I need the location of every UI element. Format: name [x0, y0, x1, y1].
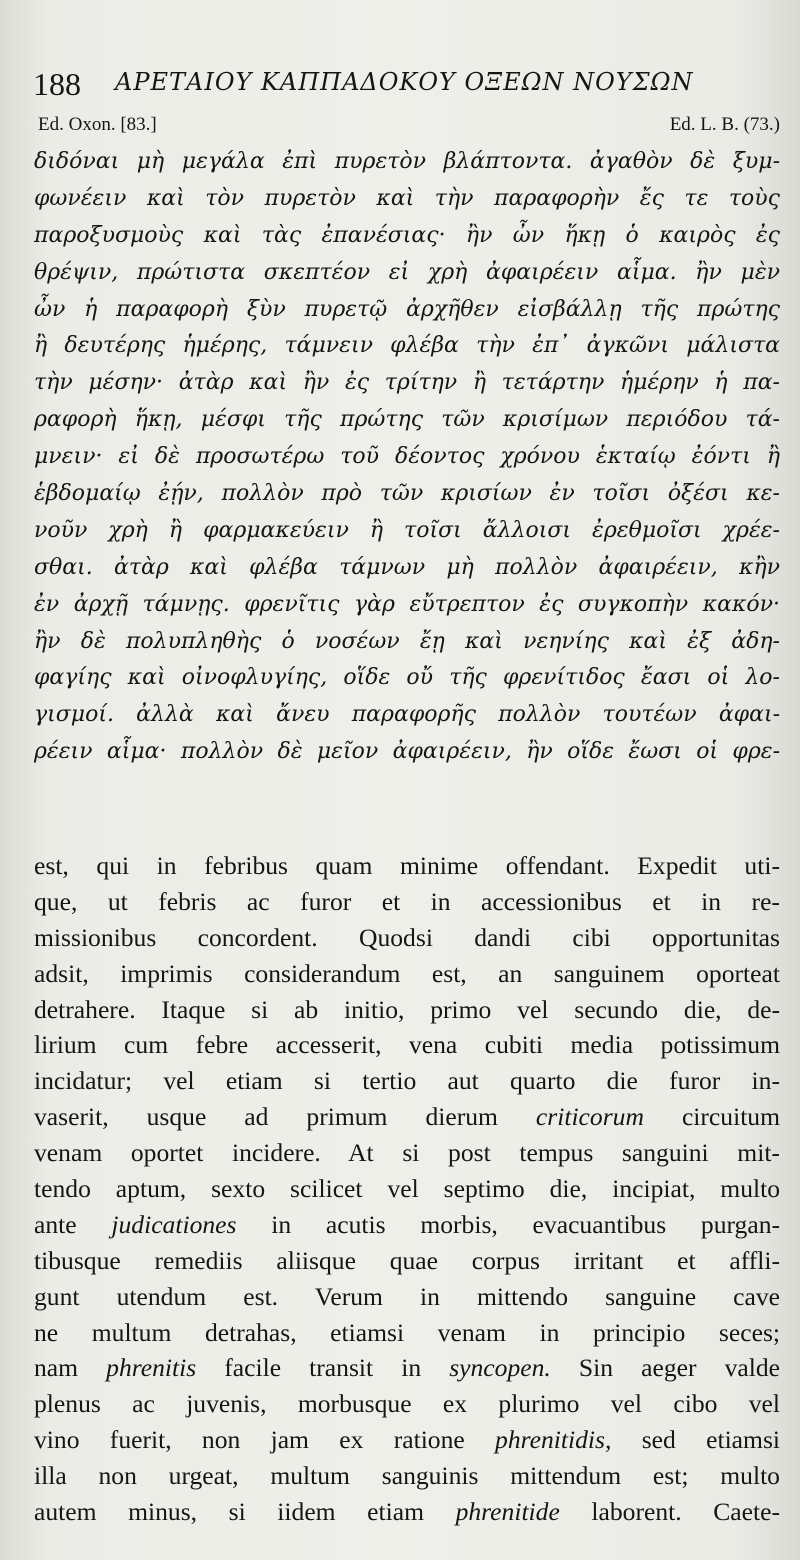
greek-line: ἑβδομαίῳ ἐῄν, πολλὸν πρὸ τῶν κρισίων ἐν τοῖσι ὀξέσι κε-	[34, 481, 780, 507]
latin-line: est, qui in febribus quam minime offendant. Expedit uti-	[34, 851, 780, 880]
latin-line: vaserit, usque ad primum dierum criticorum circuitum	[34, 1102, 781, 1132]
italic-term: criticorum	[535, 1102, 644, 1132]
running-head: ΑΡΕΤΑΙΟΥ ΚΑΠΠΑΔΟΚΟΥ ΟΞΕΩΝ ΝΟΥΣΩΝ	[115, 68, 694, 96]
latin-line: tendo aptum, sexto scilicet vel septimo die, incipiat, multo	[34, 1174, 781, 1204]
edition-references	[38, 114, 780, 140]
latin-line: nam phrenitis facile transit in syncopen. Sin aeger valde	[34, 1353, 781, 1383]
greek-line: τὴν μέσην· ἀτὰρ καὶ ἢν ἐς τρίτην ἢ τετάρτην ἡμέρην ἡ πα-	[34, 370, 780, 396]
greek-line: ὦν ἡ παραφορὴ ξὺν πυρετῷ ἀρχῆθεν εἰσβάλλῃ τῆς πρώτης	[34, 296, 780, 322]
greek-line: ἢν δὲ πολυπληθὴς ὁ νοσέων ἔῃ καὶ νεηνίης καὶ ἐξ ἀδη-	[34, 628, 780, 654]
latin-line: autem minus, si iidem etiam phrenitide laborent. Caete-	[34, 1497, 781, 1527]
latin-line: ne multum detrahas, etiamsi venam in principio seces;	[34, 1317, 781, 1347]
latin-line: illa non urgeat, multum sanguinis mittendum est; multo	[34, 1461, 780, 1491]
latin-line: vino fuerit, non jam ex ratione phrenitidis, sed etiamsi	[34, 1425, 781, 1455]
italic-term: phrenitide	[455, 1497, 560, 1527]
greek-line: διδόναι μὴ μεγάλα ἐπὶ πυρετὸν βλάπτοντα. ἀγαθὸν δὲ ξυμ-	[34, 149, 780, 174]
latin-line: ante judicationes in acutis morbis, evacuantibus purgan-	[34, 1209, 781, 1239]
latin-line: plenus ac juvenis, morbusque ex plurimo vel cibo vel	[34, 1389, 781, 1419]
italic-term: judicationes	[111, 1209, 237, 1239]
greek-line: ραφορὴ ἥκῃ, μέσφι τῆς πρώτης τῶν κρισίμων περιόδου τά-	[34, 407, 780, 433]
page-header	[33, 62, 773, 102]
latin-line: adsit, imprimis considerandum est, an sanguinem oporteat	[34, 958, 780, 988]
latin-line: que, ut febris ac furor et in accessionibus et in re-	[34, 886, 780, 916]
greek-text-block	[34, 144, 780, 771]
page-number: 188	[33, 66, 81, 102]
italic-term: phrenitis	[106, 1353, 197, 1383]
latin-line: venam oportet incidere. At si post tempus sanguini mit-	[34, 1138, 780, 1168]
edition-lb: Ed. L. B. (73.)	[669, 114, 780, 135]
greek-line: φωνέειν καὶ τὸν πυρετὸν καὶ τὴν παραφορὴν ἔς τε τοὺς	[34, 185, 780, 211]
latin-line: gunt utendum est. Verum in mittendo sanguine cave	[34, 1281, 781, 1311]
latin-line: incidatur; vel etiam si tertio aut quarto die furor in-	[34, 1066, 780, 1096]
latin-line: missionibus concordent. Quodsi dandi cibi opportunitas	[34, 922, 781, 952]
greek-line: ἢ δευτέρης ἡμέρης, τάμνειν φλέβα τὴν ἐπ᾽ ἀγκῶνι μάλιστα	[34, 333, 780, 359]
edition-oxon: Ed. Oxon. [83.]	[38, 114, 157, 135]
greek-line: γισμοί. ἀλλὰ καὶ ἄνευ παραφορῆς πολλὸν τουτέων ἀφαι-	[34, 702, 780, 728]
latin-line: detrahere. Itaque si ab initio, primo vel secundo die, de-	[34, 994, 781, 1024]
greek-line: μνειν· εἰ δὲ προσωτέρω τοῦ δέοντος χρόνου ἑκταίῳ ἐόντι ἢ	[34, 444, 780, 470]
greek-line: θρέψιν, πρώτιστα σκεπτέον εἰ χρὴ ἀφαιρέειν αἷμα. ἢν μὲν	[34, 259, 780, 285]
italic-term: syncopen.	[449, 1353, 551, 1383]
latin-text-block	[34, 848, 780, 1530]
greek-line: ρέειν αἷμα· πολλὸν δὲ μεῖον ἀφαιρέειν, ἢν οἵδε ἔωσι οἱ φρε-	[34, 739, 780, 765]
latin-line: lirium cum febre accesserit, vena cubiti media potissimum	[34, 1030, 780, 1060]
latin-line: tibusque remediis aliisque quae corpus irritant et affli-	[34, 1245, 781, 1275]
greek-line: ἐν ἀρχῇ τάμνῃς. φρενῖτις γὰρ εὔτρεπτον ἐς συγκοπὴν κακόν·	[34, 591, 780, 617]
italic-term: phrenitidis,	[495, 1425, 612, 1455]
greek-line: φαγίης καὶ οἰνοφλυγίης, οἵδε οὔ τῆς φρενίτιδος ἔασι οἱ λο-	[34, 665, 780, 691]
greek-line: παροξυσμοὺς καὶ τὰς ἐπανέσιας· ἢν ὦν ἥκῃ ὁ καιρὸς ἐς	[34, 222, 780, 248]
greek-line: νοῦν χρὴ ἢ φαρμακεύειν ἢ τοῖσι ἄλλοισι ἐρεθμοῖσι χρέε-	[34, 517, 780, 543]
greek-line: σθαι. ἀτὰρ καὶ φλέβα τάμνων μὴ πολλὸν ἀφαιρέειν, κἢν	[34, 554, 780, 580]
